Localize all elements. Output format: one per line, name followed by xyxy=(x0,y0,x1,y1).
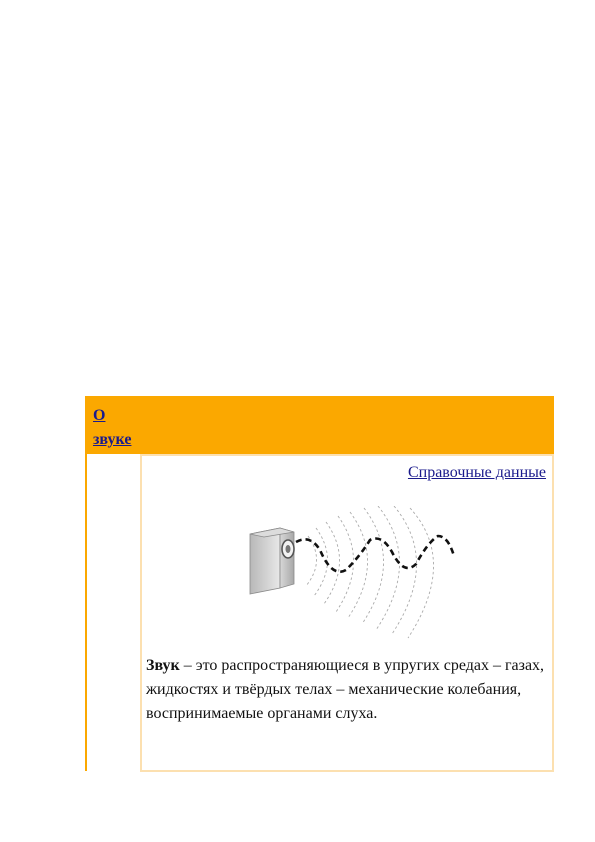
definition-text: – это распространяющиеся в упругих средах – газах, жидкостях и твёрдых телах – механические колебания, воспринимаемые органами слуха. xyxy=(146,657,545,722)
header-bar xyxy=(85,396,554,454)
nav-link-about-sound[interactable] xyxy=(93,404,143,452)
side-column xyxy=(85,454,140,771)
nav-link-line2: звуке xyxy=(93,431,132,448)
reference-data-link[interactable]: Справочные данные xyxy=(407,464,546,481)
sound-wave-line xyxy=(296,536,454,572)
speaker-icon xyxy=(250,528,294,594)
sound-definition xyxy=(146,654,546,726)
definition-term: Звук xyxy=(146,657,180,674)
nav-link-line1: О xyxy=(93,407,106,424)
speaker-sound-illustration xyxy=(246,506,466,656)
content-panel xyxy=(140,454,554,772)
sound-wave-icon xyxy=(306,506,434,638)
